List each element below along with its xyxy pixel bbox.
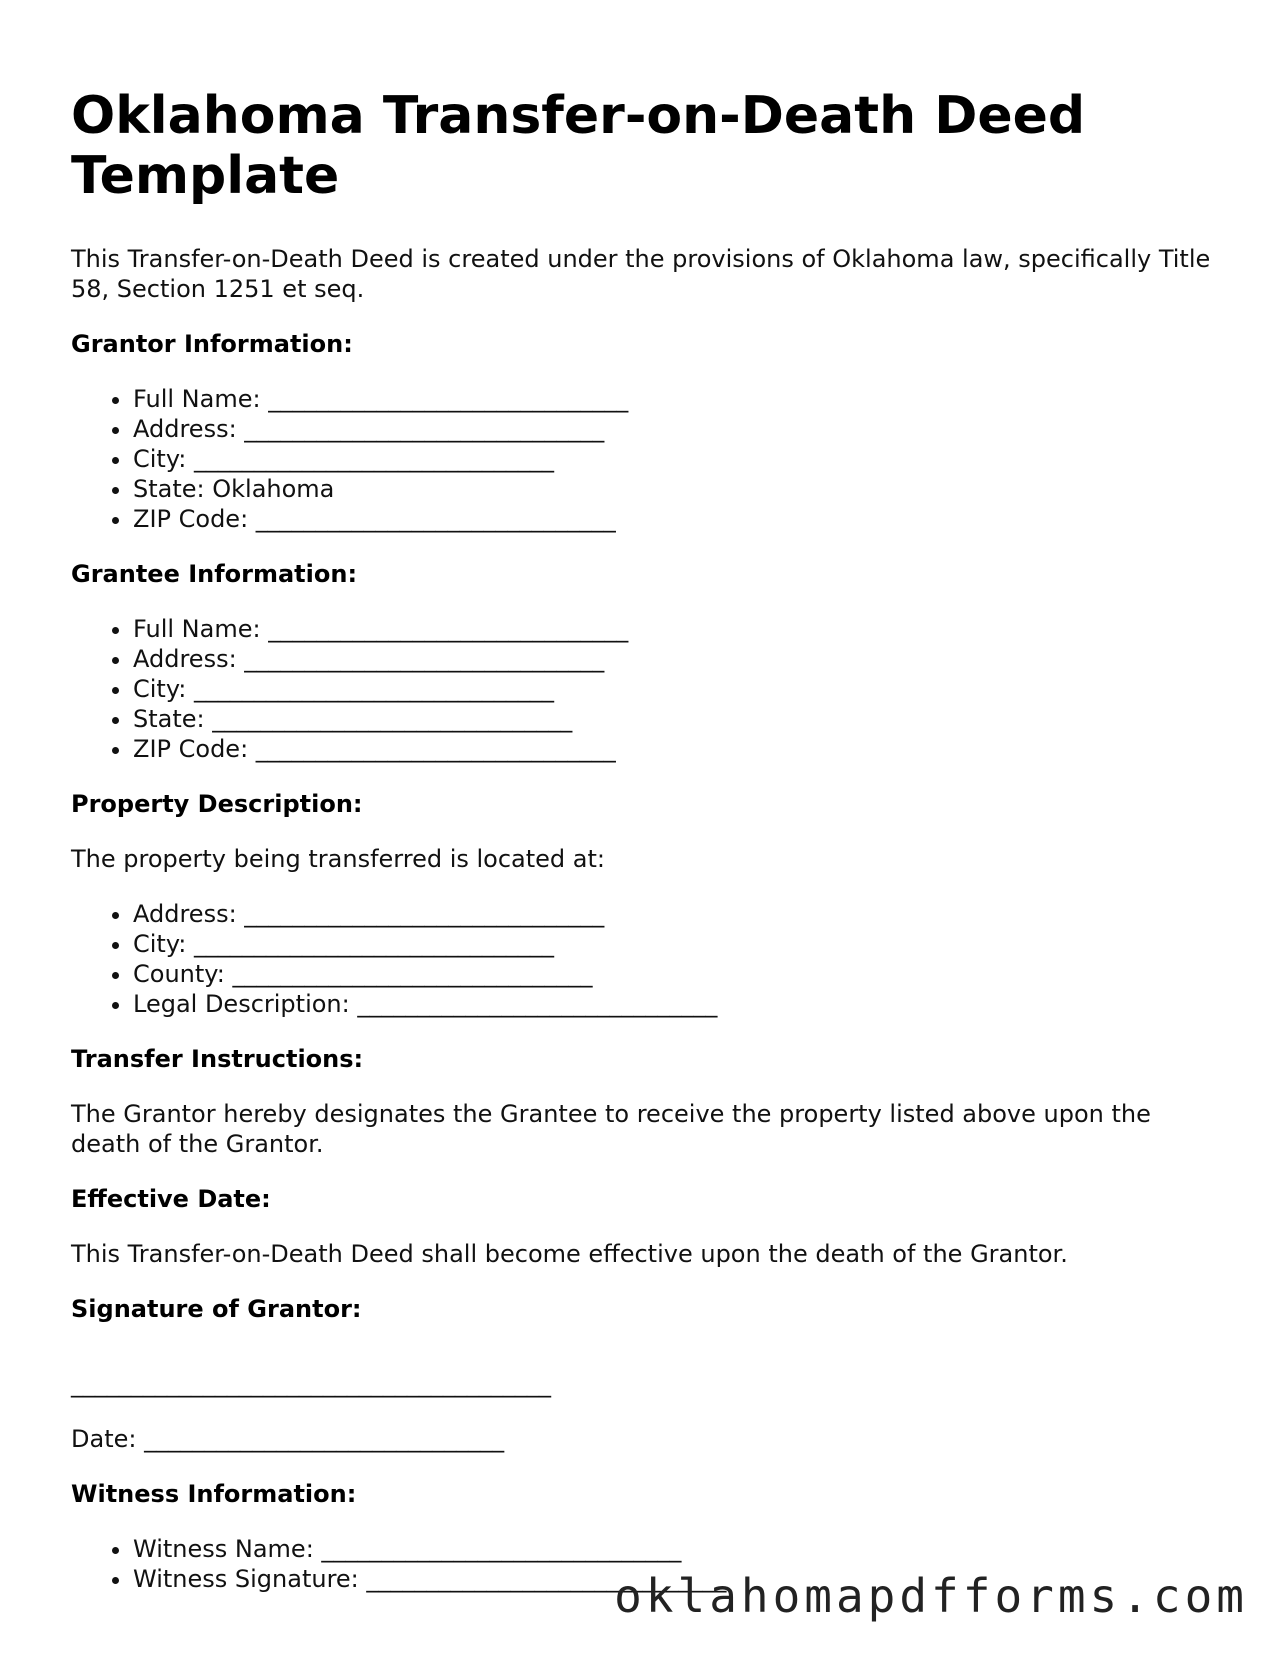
transfer-text: The Grantor hereby designates the Grantee to receive the property listed above upon the death of the Grantor. — [71, 1100, 1151, 1158]
grantee-list — [71, 614, 1221, 764]
grantee-address-field[interactable]: • Address: ______________________________ — [133, 644, 1221, 674]
document-page — [71, 86, 1221, 1619]
grantor-address-field[interactable]: • Address: ______________________________ — [133, 414, 1221, 444]
property-address-field[interactable]: • Address: ______________________________ — [133, 899, 1221, 929]
effective-heading: Effective Date: — [71, 1185, 271, 1213]
grantee-city-field[interactable]: • City: ______________________________ — [133, 674, 1221, 704]
signature-heading: Signature of Grantor: — [71, 1295, 362, 1323]
grantor-city-field[interactable]: • City: ______________________________ — [133, 444, 1221, 474]
page-title: Oklahoma Transfer-on-Death Deed Template — [71, 86, 1086, 206]
grantee-full-name-field[interactable]: • Full Name: ______________________________ — [133, 614, 1221, 644]
property-city-field[interactable]: • City: ______________________________ — [133, 929, 1221, 959]
witness-heading: Witness Information: — [71, 1480, 357, 1508]
grantor-heading: Grantor Information: — [71, 330, 353, 358]
property-legal-description-field[interactable]: • Legal Description: ______________________________ — [133, 989, 1221, 1019]
grantor-state-field: • State: Oklahoma — [133, 474, 1221, 504]
grantor-list — [71, 384, 1221, 534]
effective-text: This Transfer-on-Death Deed shall become effective upon the death of the Grantor. — [71, 1240, 1068, 1268]
witness-signature-field[interactable]: • Witness Signature: ______________________________ — [133, 1564, 1221, 1594]
property-heading: Property Description: — [71, 790, 363, 818]
grantee-heading: Grantee Information: — [71, 560, 358, 588]
grantee-zip-field[interactable]: • ZIP Code: ______________________________ — [133, 734, 1221, 764]
signature-date-field[interactable]: Date: ______________________________ — [71, 1425, 505, 1453]
site-watermark: oklahomapdfforms.com — [614, 1569, 1248, 1623]
grantee-state-field[interactable]: • State: ______________________________ — [133, 704, 1221, 734]
property-list — [71, 899, 1221, 1019]
grantor-signature-line[interactable]: ________________________________________ — [71, 1370, 551, 1398]
property-text: The property being transferred is located at: — [71, 845, 605, 873]
grantor-full-name-field[interactable]: • Full Name: ______________________________ — [133, 384, 1221, 414]
property-county-field[interactable]: • County: ______________________________ — [133, 959, 1221, 989]
grantor-zip-field[interactable]: • ZIP Code: ______________________________ — [133, 504, 1221, 534]
intro-paragraph: This Transfer-on-Death Deed is created under the provisions of Oklahoma law, specifically Title 58, Section 1251 et seq. — [71, 245, 1211, 303]
transfer-heading: Transfer Instructions: — [71, 1045, 364, 1073]
witness-name-field[interactable]: • Witness Name: ______________________________ — [133, 1534, 1221, 1564]
